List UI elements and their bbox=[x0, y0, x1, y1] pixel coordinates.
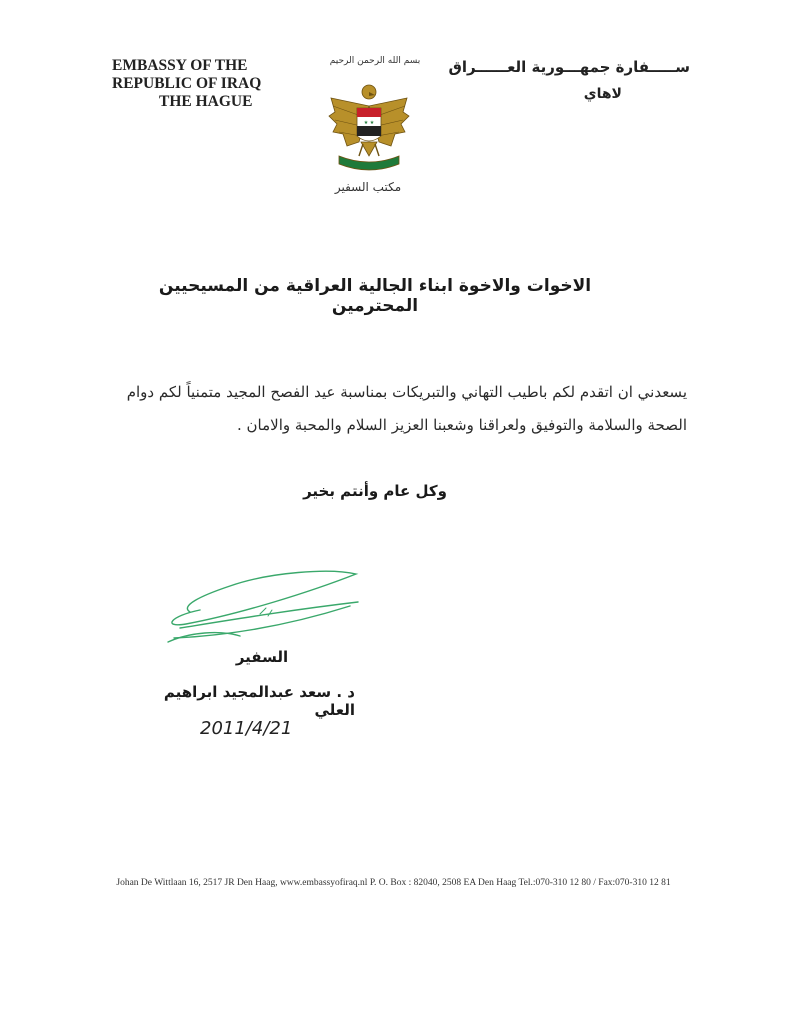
letter-salutation: الاخوات والاخوة ابناء الجالية العراقية من المسيحيين المحترمين bbox=[158, 276, 592, 316]
embassy-arabic-city: لاهاي bbox=[583, 86, 622, 102]
svg-text:★ ★: ★ ★ bbox=[363, 120, 375, 126]
letter-closing: وكل عام وأنتم بخير bbox=[303, 482, 447, 500]
embassy-line-1: EMBASSY OF THE bbox=[112, 57, 248, 74]
letter-date: 2011/4/21 bbox=[200, 718, 293, 739]
embassy-line-2: REPUBLIC OF IRAQ bbox=[112, 75, 262, 92]
letter-body: يسعدني ان اتقدم لكم باطيب التهاني والتبريكات بمناسبة عيد الفصح المجيد متمنياً لكم دوام الصحة والسلامة والتوفيق ولعراقنا وشعبنا العزيز السلام والمحبة والامان . bbox=[126, 383, 687, 434]
embassy-name-english bbox=[112, 57, 287, 111]
basmala: بسم الله الرحمن الرحيم bbox=[329, 56, 421, 66]
handwritten-signature bbox=[160, 566, 365, 651]
embassy-arabic-line-1: ســـــفارة جمهـــورية العــــــراق bbox=[448, 58, 690, 76]
embassy-line-3: THE HAGUE bbox=[159, 93, 253, 110]
embassy-name-arabic bbox=[445, 58, 690, 102]
embassy-contact-footer: Johan De Wittlaan 16, 2517 JR Den Haag, www.embassyofiraq.nl P. O. Box : 82040, 2508 EA Den Haag Tel.:070-310 12 80 / Fax:070-310 12 81 bbox=[116, 878, 671, 888]
ambassador-office-label: مكتب السفير bbox=[334, 180, 402, 194]
signatory-title: السفير bbox=[235, 648, 289, 666]
iraq-eagle-emblem bbox=[325, 76, 413, 176]
signatory-name: د . سعد عبدالمجيد ابراهيم العلي bbox=[163, 683, 355, 719]
